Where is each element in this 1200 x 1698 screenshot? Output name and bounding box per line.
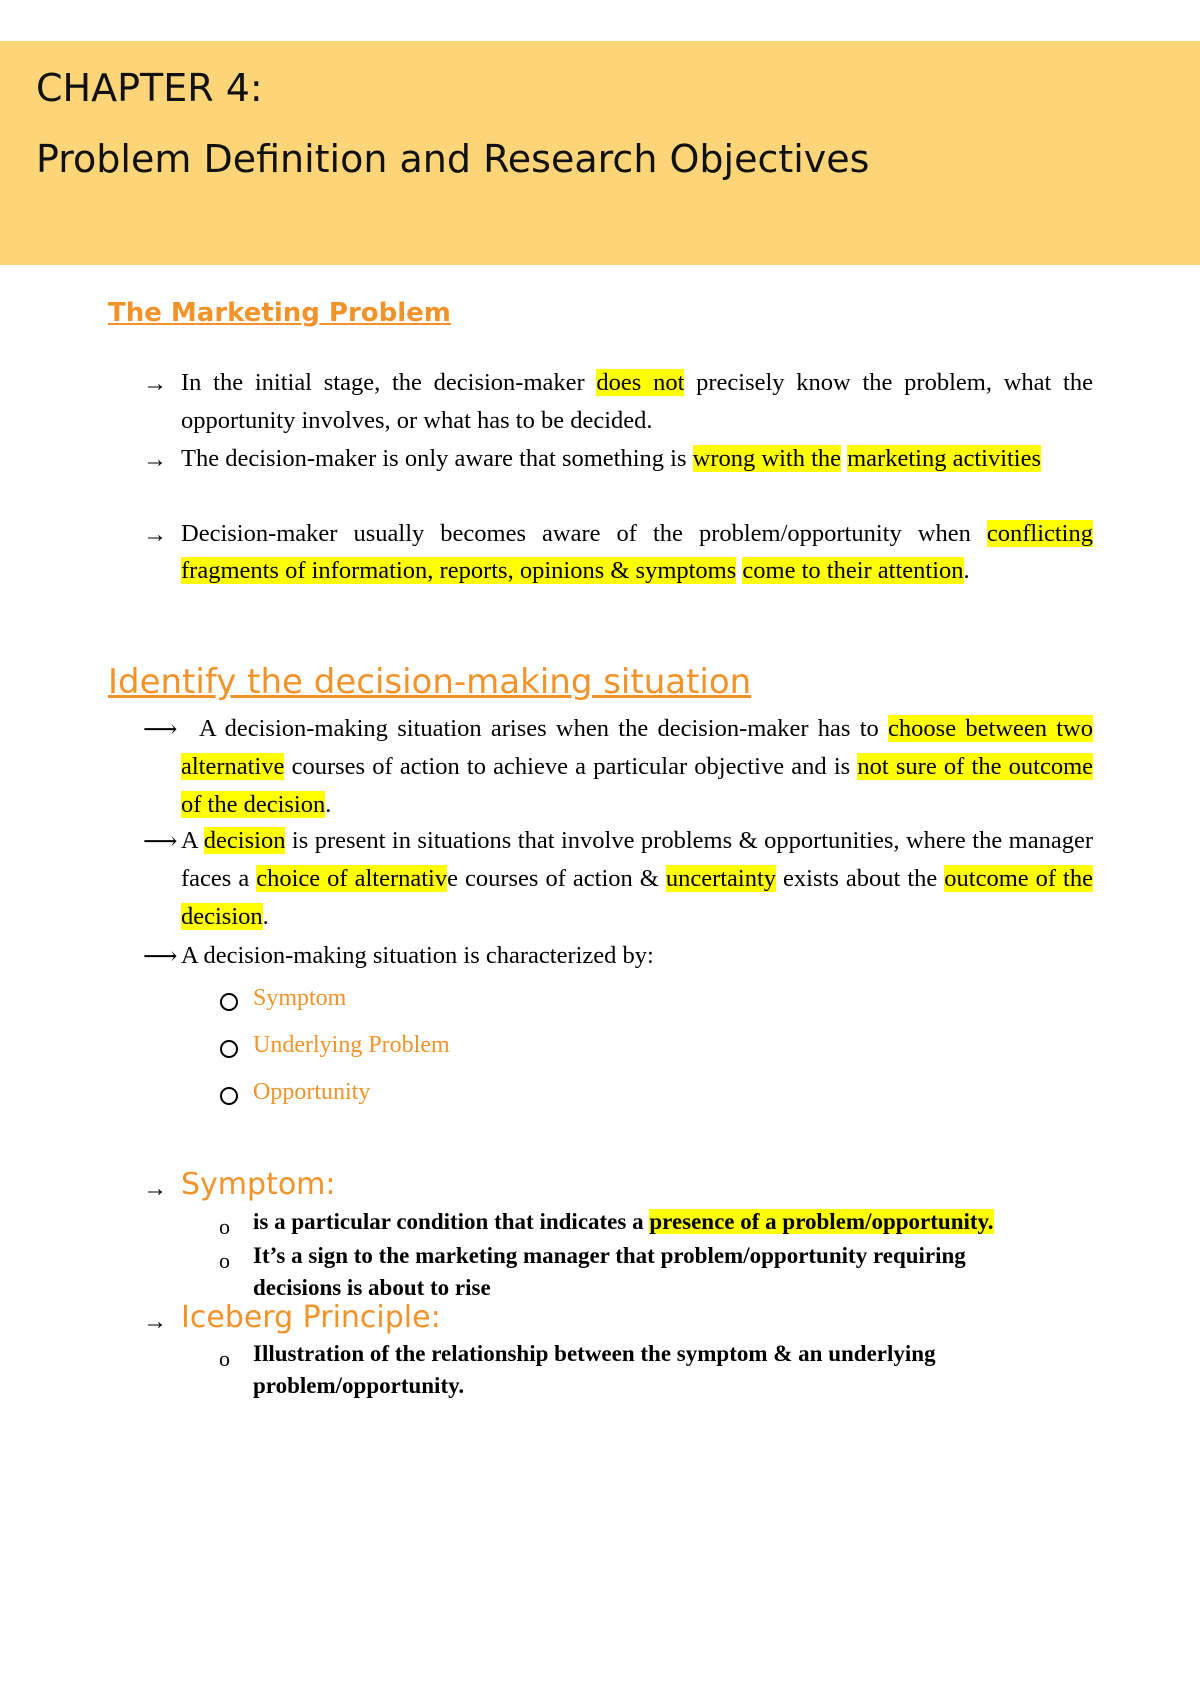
bullet-o: o <box>219 1346 230 1371</box>
arrow-bullet: → <box>143 522 167 548</box>
highlight: conflicting fragments of information, reports, opinions & symptoms <box>181 520 1093 584</box>
chapter-title: Problem Definition and Research Objectives <box>36 137 870 181</box>
highlight: uncertainty <box>665 865 777 892</box>
characteristic-item: Symptom <box>253 985 347 1011</box>
arrow-bullet: ⟶ <box>143 717 178 743</box>
section-heading-marketing-problem: The Marketing Problem <box>108 298 451 328</box>
decision-situation-point-3: A decision-making situation is characterized by: <box>181 942 654 969</box>
highlight: not sure of the outcome of the decision <box>181 753 1093 818</box>
highlight: does not <box>596 369 685 396</box>
characteristic-item: Opportunity <box>253 1079 371 1105</box>
arrow-bullet: ⟶ <box>143 944 178 970</box>
arrow-bullet: → <box>143 371 167 397</box>
highlight: choice of alternativ <box>256 865 448 892</box>
highlight: wrong with the <box>692 445 841 472</box>
decision-situation-point-2: A decision is present in situations that involve problems & opportunities, where the manager faces a choice of alternative courses of action & uncertainty exists about the outcome of the decision. <box>181 827 1093 930</box>
iceberg-point-1: Illustration of the relationship between the symptom & an underlying problem/opportunity. <box>253 1341 936 1398</box>
marketing-problem-point-1: In the initial stage, the decision-maker does not precisely know the problem, what the opportunity involves, or what has to be decided. <box>181 369 1093 434</box>
bullet-o: o <box>219 1248 230 1273</box>
arrow-bullet: ⟶ <box>143 829 178 855</box>
highlight: choose between two alternative <box>181 715 1093 780</box>
marketing-problem-point-3: Decision-maker usually becomes aware of the problem/opportunity when conflicting fragments of information, reports, opinions & symptoms come to their attention. <box>181 520 1093 584</box>
highlight: outcome of the decision <box>181 865 1093 930</box>
highlight: marketing activities <box>847 445 1042 472</box>
arrow-bullet: → <box>143 1309 167 1335</box>
circle-bullet-icon <box>220 1040 238 1058</box>
characteristic-item: Underlying Problem <box>253 1032 450 1058</box>
chapter-number: CHAPTER 4: <box>36 66 263 110</box>
highlight: come to their attention <box>742 557 964 584</box>
symptom-point-2: It’s a sign to the marketing manager that problem/opportunity requiring decisions is about to rise <box>253 1243 966 1300</box>
iceberg-heading: Iceberg Principle: <box>181 1300 441 1335</box>
arrow-bullet: → <box>143 447 167 473</box>
marketing-problem-point-2: The decision-maker is only aware that something is wrong with the marketing activities <box>181 445 1042 472</box>
circle-bullet-icon <box>220 1087 238 1105</box>
arrow-bullet: → <box>143 1176 167 1202</box>
highlight: presence of a problem/opportunity. <box>649 1209 994 1234</box>
symptom-point-1: is a particular condition that indicates a presence of a problem/opportunity. <box>253 1209 994 1234</box>
section-heading-decision-situation: Identify the decision-making situation <box>108 662 752 702</box>
symptom-heading: Symptom: <box>181 1167 336 1202</box>
bullet-o: o <box>219 1214 230 1239</box>
circle-bullet-icon <box>220 993 238 1011</box>
highlight: decision <box>203 827 286 854</box>
decision-situation-point-1: A decision-making situation arises when the decision-maker has to choose between two alternative courses of action to achieve a particular objective and is not sure of the outcome of the decision. <box>181 715 1093 818</box>
